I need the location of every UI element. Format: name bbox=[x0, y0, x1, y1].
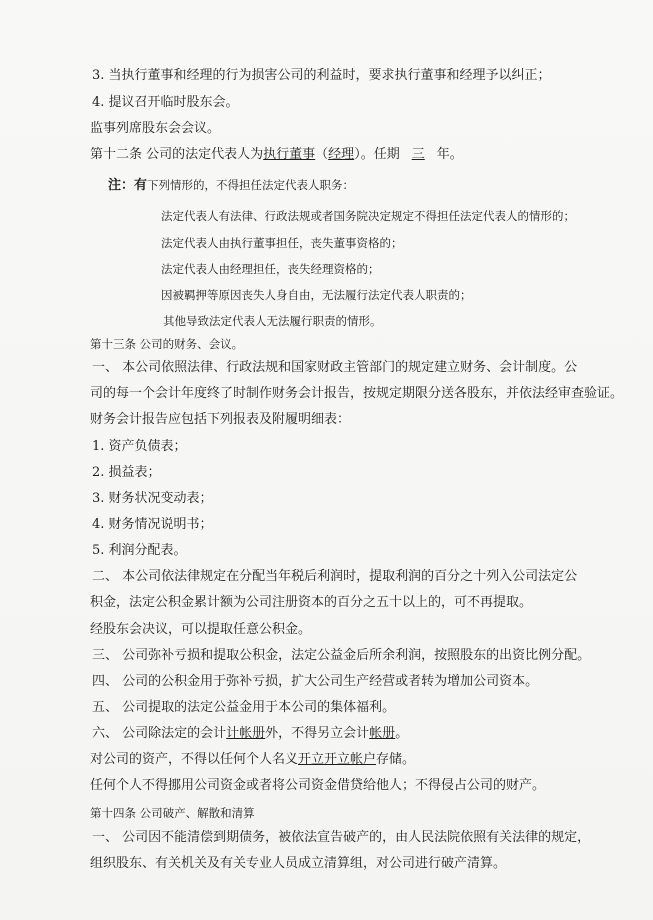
text-line: 法定代表人有法律、行政法规或者国务院决定规定不得担任法定代表人的情形的； bbox=[161, 209, 575, 223]
text-segment: 第十二条 公司的法定代表人为 bbox=[90, 147, 264, 162]
text-line: 组织股东、有关机关及有关专业人员成立清算组，对公司进行破产清算。 bbox=[90, 856, 507, 871]
text-line: 积金，法定公积金累计额为公司注册资本的百分之五十以上的，可不再提取。 bbox=[90, 595, 533, 610]
text-line: 任何个人不得挪用公司资金或者将公司资金借贷给他人；不得侵占公司的财产。 bbox=[90, 778, 546, 793]
text-line: 因被羁押等原因丧失人身自由，无法履行法定代表人职责的； bbox=[161, 288, 472, 302]
underlined-text: 开立开立帐户 bbox=[298, 752, 377, 767]
text-line: 经股东会决议，可以提取任意公积金。 bbox=[90, 622, 312, 637]
list-item: 2. 损益表； bbox=[92, 465, 161, 480]
text-line bbox=[90, 752, 415, 768]
section-heading: 第十四条 公司破产、解散和清算 bbox=[90, 806, 255, 820]
text-line: 二、 本公司依法律规定在分配当年税后利润时，提取利润的百分之十列入公司法定公 bbox=[92, 569, 578, 584]
underlined-text: 执行董事 bbox=[263, 147, 316, 162]
text-segment: （ bbox=[315, 147, 329, 162]
underlined-text: 帐册 bbox=[369, 726, 396, 741]
text-segment: ）。任期 bbox=[354, 147, 400, 162]
text-line: 法定代表人由经理担任，丧失经理资格的； bbox=[161, 262, 380, 276]
text-line bbox=[92, 726, 408, 742]
text-line: 其他导致法定代表人无法履行职责的情形。 bbox=[163, 314, 382, 328]
underlined-text: 经理 bbox=[328, 147, 355, 162]
text-line: 3. 当执行董事和经理的行为损害公司的利益时，要求执行董事和经理予以纠正； bbox=[92, 68, 551, 83]
text-line: 财务会计报告应包括下列报表及附履明细表： bbox=[90, 412, 351, 427]
list-item: 1. 资产负债表； bbox=[92, 439, 187, 454]
note-line bbox=[108, 177, 354, 194]
list-item: 3. 财务状况变动表； bbox=[92, 491, 213, 506]
article-12-line bbox=[90, 147, 463, 163]
text-segment: 年。 bbox=[436, 147, 463, 162]
text-segment: 存储。 bbox=[376, 752, 416, 767]
text-segment: 六、 公司除法定的会计 bbox=[92, 726, 227, 741]
section-heading: 第十三条 公司的财务、会议。 bbox=[90, 337, 244, 351]
list-item: 4. 财务情况说明书； bbox=[92, 517, 213, 532]
text-line: 4. 提议召开临时股东会。 bbox=[92, 95, 239, 110]
text-line: 一、 本公司依照法律、行政法规和国家财政主管部门的规定建立财务、会计制度。公 bbox=[92, 360, 578, 375]
text-segment: 下列情形的，不得担任法定代表人职务： bbox=[147, 178, 355, 192]
text-line: 司的每一个会计年度终了时制作财务会计报告，按规定期限分送各股东，并依法经审查验证。 bbox=[90, 386, 624, 401]
text-line: 监事列席股东会会议。 bbox=[90, 121, 221, 136]
list-item: 5. 利润分配表。 bbox=[92, 543, 187, 558]
text-line: 五、 公司提取的法定公益金用于本公司的集体福利。 bbox=[92, 700, 396, 715]
text-segment: 外，不得另立会计 bbox=[265, 726, 370, 741]
term-value: 三 bbox=[411, 147, 425, 162]
text-line: 三、 公司弥补亏损和提取公积金，法定公益金后所余利润，按照股东的出资比例分配。 bbox=[92, 648, 591, 663]
text-line: 法定代表人由执行董事担任，丧失董事资格的； bbox=[161, 236, 403, 250]
text-line: 四、 公司的公积金用于弥补亏损，扩大公司生产经营或者转为增加公司资本。 bbox=[92, 674, 539, 689]
underlined-text: 计帐册 bbox=[226, 726, 266, 741]
note-label: 注：有 bbox=[108, 178, 148, 193]
text-line: 一、 公司因不能清偿到期债务，被依法宣告破产的，由人民法院依照有关法律的规定， bbox=[92, 830, 591, 845]
text-segment: 。 bbox=[395, 726, 409, 741]
text-segment: 对公司的资产，不得以任何个人名义 bbox=[90, 752, 299, 767]
